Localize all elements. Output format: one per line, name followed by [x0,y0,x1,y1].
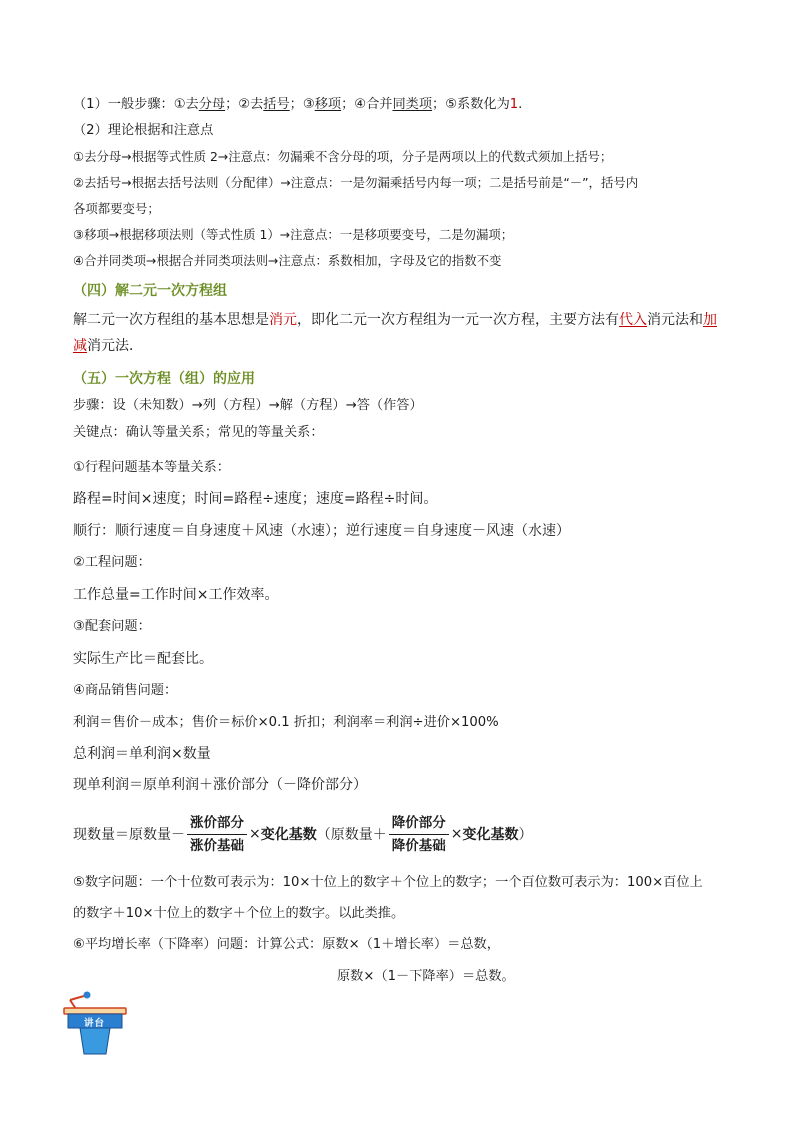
growth-rate-line-2: 原数×（1－下降率）＝总数。 [337,969,515,984]
application-steps: 步骤：设（未知数）→列（方程）→解（方程）→答（作答） [73,398,423,413]
steps-end: . [518,97,523,112]
step-brackets: 括号 [263,97,290,112]
steps-sep: ；⑤系数化为 [432,97,510,112]
formula-paren-open: （原数量＋ [316,827,387,843]
section-5-title: （五）一次方程（组）的应用 [73,371,255,387]
podium-icon [60,990,132,1056]
step-denominator: 分母 [198,97,226,112]
step-coefficient-one: 1 [509,97,519,112]
para-text: 消元法． [87,338,143,354]
key-points: 关键点：确认等量关系；常见的等量关系： [73,425,324,440]
step-like-terms: 同类项 [392,97,433,112]
travel-formula-1: 路程=时间×速度；时间=路程÷速度；速度=路程÷时间。 [73,491,438,507]
steps-sep: ；②去 [225,97,264,112]
times-sign: × [249,826,261,842]
para-text: 解二元一次方程组的基本思想是 [73,312,269,328]
work-title: ②工程问题： [73,555,151,570]
keyword-addition-part1: 加 [703,312,717,328]
theory-item-1: ①去分母→根据等式性质 2→注意点：勿漏乘不含分母的项，分子是两项以上的代数式须加上括号； [73,149,613,164]
match-title: ③配套问题： [73,619,151,634]
growth-rate-line-1: ⑥平均增长率（下降率）问题：计算公式：原数×（1＋增长率）＝总数， [73,937,500,952]
steps-sep: ；④合并 [341,97,393,112]
theory-title: （2）理论根据和注意点 [73,123,214,138]
section-4-paragraph-line-1 [73,310,733,330]
quantity-formula [73,810,532,858]
keyword-addition-part2: 减 [73,338,87,354]
para-text: 消元法和 [647,312,703,328]
fraction-numerator: 涨价部分 [187,814,247,835]
sales-formula-1: 利润＝售价－成本；售价＝标价×0.1 折扣；利润率＝利润÷进价×100% [73,715,499,730]
travel-title: ①行程问题基本等量关系： [73,460,230,475]
digit-problem-line-2: 的数字＋10×十位上的数字＋个位上的数字。以此类推。 [73,906,405,921]
digit-problem-line-1: ⑤数字问题：一个十位数可表示为：10×十位上的数字＋个位上的数字；一个百位数可表示为：100×百位上 [73,875,703,890]
fraction-denominator: 降价基础 [391,837,446,854]
formula-paren-close: ） [518,827,533,843]
theory-item-2-cont: 各项都要变号； [73,201,160,216]
section-4-paragraph-line-2 [73,336,733,356]
fraction-numerator: 降价部分 [389,814,449,835]
theory-item-4: ④合并同类项→根据合并同类项法则→注意点：系数相加，字母及它的指数不变 [73,253,502,268]
para-text: ，即化二元一次方程组为一元一次方程，主要方法有 [297,312,619,328]
formula-lhs: 现数量＝原数量－ [73,827,185,843]
keyword-substitution: 代入 [619,312,647,328]
fraction-price-decrease [389,814,449,855]
match-formula: 实际生产比＝配套比。 [73,651,213,667]
podium-label: 讲台 [84,1018,106,1029]
work-formula: 工作总量=工作时间×工作效率。 [73,587,279,603]
keyword-elimination: 消元 [269,312,297,328]
section-4-title: （四）解二元一次方程组 [73,283,227,299]
sales-title: ④商品销售问题： [73,683,178,698]
steps-line [73,95,733,115]
theory-item-3: ③移项→根据移项法则（等式性质 1）→注意点：一是移项要变号，二是勿漏项； [73,227,514,242]
times-sign: × [450,826,463,842]
fraction-price-increase [187,814,247,855]
steps-sep: ；③ [289,97,315,112]
fraction-denominator: 涨价基础 [190,837,244,854]
theory-item-2: ②去括号→根据去括号法则（分配律）→注意点：一是勿漏乘括号内每一项；二是括号前是“－”，括号内 [73,175,639,190]
steps-prefix: （1）一般步骤：①去 [73,97,199,112]
step-transpose: 移项 [314,97,342,112]
sales-formula-2: 总利润＝单利润×数量 [73,746,211,762]
sales-formula-3: 现单利润＝原单利润＋涨价部分（－降价部分） [73,777,367,793]
change-base: 变化基数 [462,827,519,843]
travel-formula-2: 顺行：顺行速度＝自身速度＋风速（水速）；逆行速度＝自身速度－风速（水速） [73,523,570,539]
change-base: 变化基数 [260,827,317,843]
